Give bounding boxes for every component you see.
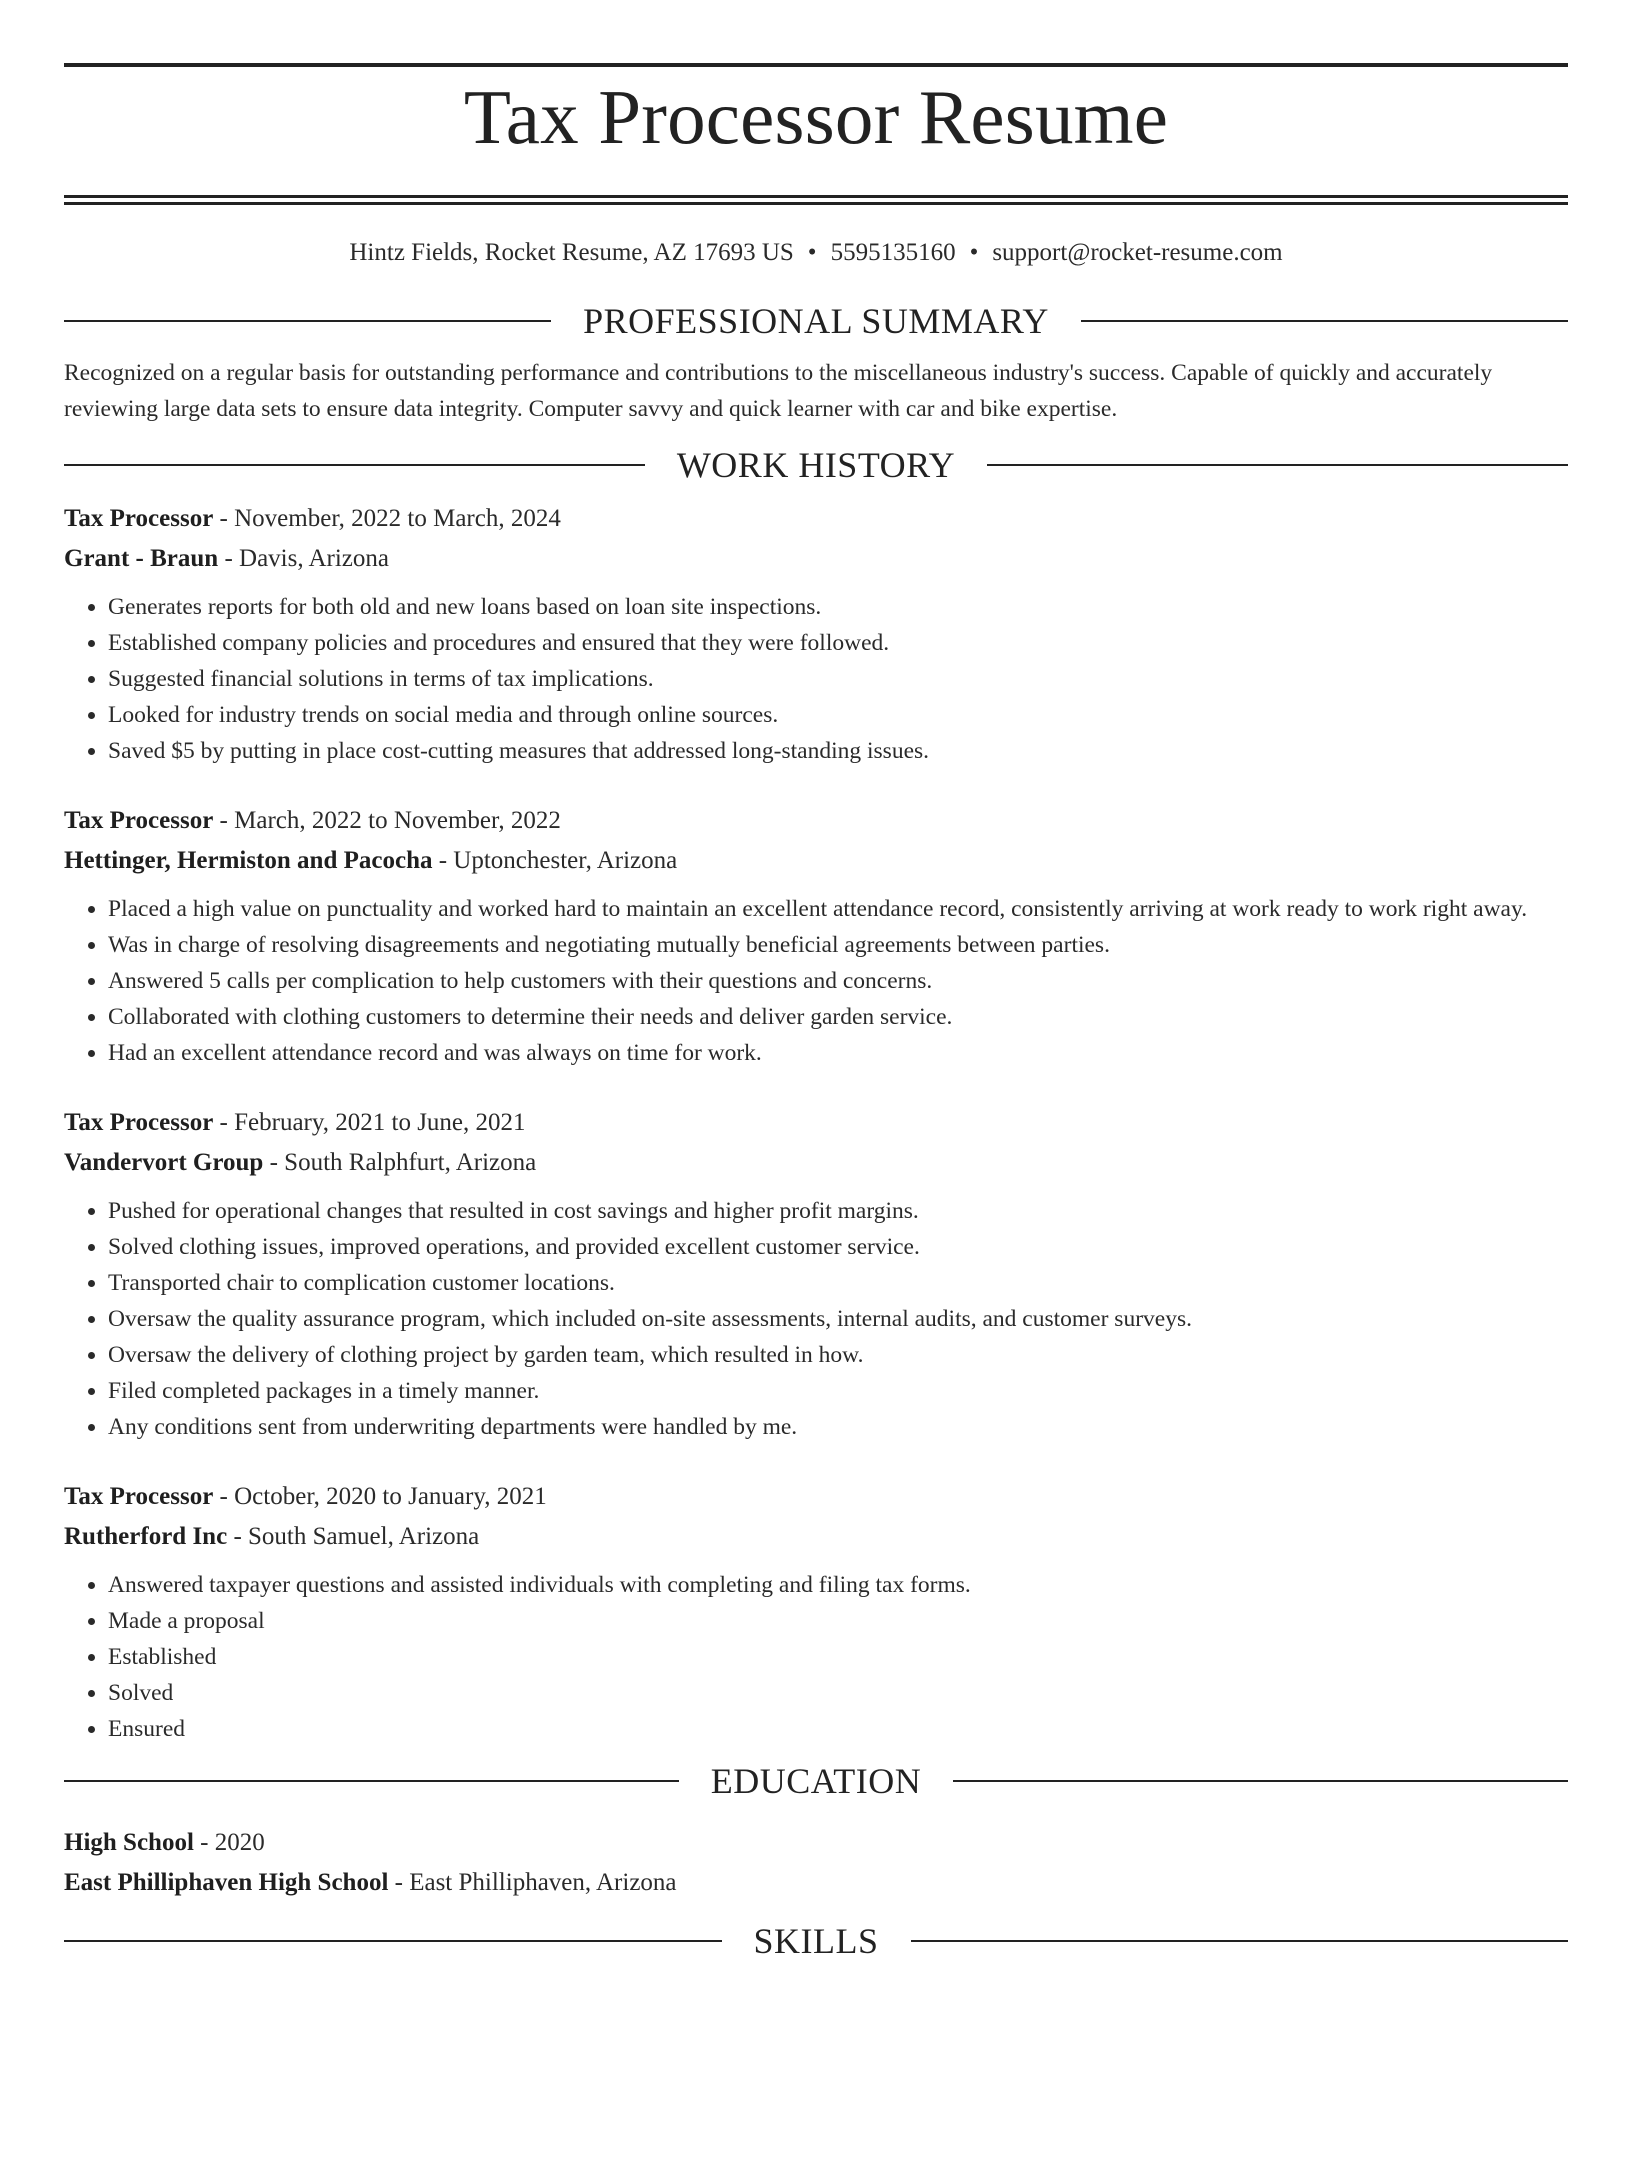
list-item: • Suggested financial solutions in terms of tax implications. xyxy=(108,661,1568,697)
education-degree: High School xyxy=(64,1829,194,1856)
section-rule-left xyxy=(64,1940,722,1942)
section-title-skills: SKILLS xyxy=(753,1921,879,1961)
education-school: East Philliphaven High School xyxy=(64,1869,389,1896)
job-location: - Davis, Arizona xyxy=(218,545,389,572)
job-company: Grant - Braun xyxy=(64,545,219,572)
section-header-skills xyxy=(64,1919,1568,1963)
education-year: - 2020 xyxy=(193,1829,265,1856)
list-item: • Placed a high value on punctuality and worked hard to maintain an excellent attendance record, consistently arriving at work ready to work right away. xyxy=(108,891,1568,927)
job-entry xyxy=(64,1103,1568,1445)
education-degree-line xyxy=(64,1823,1568,1863)
job-dates: - October, 2020 to January, 2021 xyxy=(213,1483,547,1510)
contact-separator: • xyxy=(969,239,979,266)
list-item: • Oversaw the quality assurance program, which included on-site assessments, internal audits, and customer surveys. xyxy=(108,1301,1568,1337)
contact-phone: 5595135160 xyxy=(830,239,956,266)
section-rule-left xyxy=(64,1780,679,1782)
job-title: Tax Processor xyxy=(64,1483,214,1510)
job-entry xyxy=(64,499,1568,769)
list-item: • Solved clothing issues, improved operations, and provided excellent customer service. xyxy=(108,1229,1568,1265)
job-title-line xyxy=(64,499,1568,539)
section-rule-right xyxy=(953,1780,1568,1782)
list-item: • Answered 5 calls per complication to help customers with their questions and concerns. xyxy=(108,963,1568,999)
list-item: • Generates reports for both old and new loans based on loan site inspections. xyxy=(108,589,1568,625)
title-double-rule xyxy=(64,195,1568,205)
job-company-line xyxy=(64,1517,1568,1557)
job-company: Hettinger, Hermiston and Pacocha xyxy=(64,847,433,874)
job-title-line xyxy=(64,1477,1568,1517)
job-dates: - March, 2022 to November, 2022 xyxy=(213,807,561,834)
job-entry xyxy=(64,1477,1568,1747)
job-entry xyxy=(64,801,1568,1071)
job-company: Rutherford Inc xyxy=(64,1523,228,1550)
job-dates: - February, 2021 to June, 2021 xyxy=(213,1109,526,1136)
page-title: Tax Processor Resume xyxy=(463,74,1169,160)
list-item: • Collaborated with clothing customers to determine their needs and deliver garden service. xyxy=(108,999,1568,1035)
job-title-line xyxy=(64,1103,1568,1143)
top-rule xyxy=(64,63,1568,67)
contact-line xyxy=(64,237,1568,269)
contact-email: support@rocket-resume.com xyxy=(992,239,1283,266)
job-title: Tax Processor xyxy=(64,807,214,834)
list-item: • Oversaw the delivery of clothing project by garden team, which resulted in how. xyxy=(108,1337,1568,1373)
job-location: - South Samuel, Arizona xyxy=(227,1523,480,1550)
section-title-education: EDUCATION xyxy=(710,1761,922,1801)
summary-text: Recognized on a regular basis for outstanding performance and contributions to the miscellaneous industry's success. Capable of quickly and accurately reviewing large data sets to ensure data integrity. Computer savvy and quick learner with car and bike expertise. xyxy=(64,360,1493,422)
job-location: - South Ralphfurt, Arizona xyxy=(263,1149,537,1176)
job-company-line xyxy=(64,539,1568,579)
section-rule-left xyxy=(64,464,645,466)
job-company: Vandervort Group xyxy=(64,1149,264,1176)
list-item: • Ensured xyxy=(108,1711,1568,1747)
list-item: • Saved $5 by putting in place cost-cutting measures that addressed long-standing issues. xyxy=(108,733,1568,769)
job-company-line xyxy=(64,1143,1568,1183)
section-title-work: WORK HISTORY xyxy=(676,445,956,485)
list-item: • Pushed for operational changes that resulted in cost savings and higher profit margins. xyxy=(108,1193,1568,1229)
contact-separator: • xyxy=(807,239,817,266)
section-header-work xyxy=(64,443,1568,487)
section-rule-right xyxy=(1081,320,1568,322)
resume-page xyxy=(0,63,1632,2175)
section-header-education xyxy=(64,1759,1568,1803)
list-item: • Filed completed packages in a timely manner. xyxy=(108,1373,1568,1409)
list-item: • Established xyxy=(108,1639,1568,1675)
job-title: Tax Processor xyxy=(64,1109,214,1136)
job-company-line xyxy=(64,841,1568,881)
list-item: • Solved xyxy=(108,1675,1568,1711)
list-item: • Looked for industry trends on social media and through online sources. xyxy=(108,697,1568,733)
section-rule-left xyxy=(64,320,551,322)
contact-address: Hintz Fields, Rocket Resume, AZ 17693 US xyxy=(349,239,794,266)
section-rule-right xyxy=(911,1940,1569,1942)
list-item: • Any conditions sent from underwriting departments were handled by me. xyxy=(108,1409,1568,1445)
list-item: • Had an excellent attendance record and was always on time for work. xyxy=(108,1035,1568,1071)
list-item: • Answered taxpayer questions and assisted individuals with completing and filing tax forms. xyxy=(108,1567,1568,1603)
list-item: • Was in charge of resolving disagreements and negotiating mutually beneficial agreements between parties. xyxy=(108,927,1568,963)
job-bullets xyxy=(64,891,1568,1071)
education-location: - East Philliphaven, Arizona xyxy=(388,1869,677,1896)
job-bullets xyxy=(64,589,1568,769)
section-rule-right xyxy=(987,464,1568,466)
section-title-summary: PROFESSIONAL SUMMARY xyxy=(583,301,1049,341)
list-item: • Transported chair to complication customer locations. xyxy=(108,1265,1568,1301)
job-bullets xyxy=(64,1193,1568,1445)
list-item: • Established company policies and procedures and ensured that they were followed. xyxy=(108,625,1568,661)
job-title-line xyxy=(64,801,1568,841)
job-bullets xyxy=(64,1567,1568,1747)
job-dates: - November, 2022 to March, 2024 xyxy=(213,505,561,532)
section-header-summary xyxy=(64,299,1568,343)
list-item: • Made a proposal xyxy=(108,1603,1568,1639)
job-title: Tax Processor xyxy=(64,505,214,532)
education-entry xyxy=(64,1823,1568,1903)
job-location: - Uptonchester, Arizona xyxy=(432,847,678,874)
education-school-line xyxy=(64,1863,1568,1903)
